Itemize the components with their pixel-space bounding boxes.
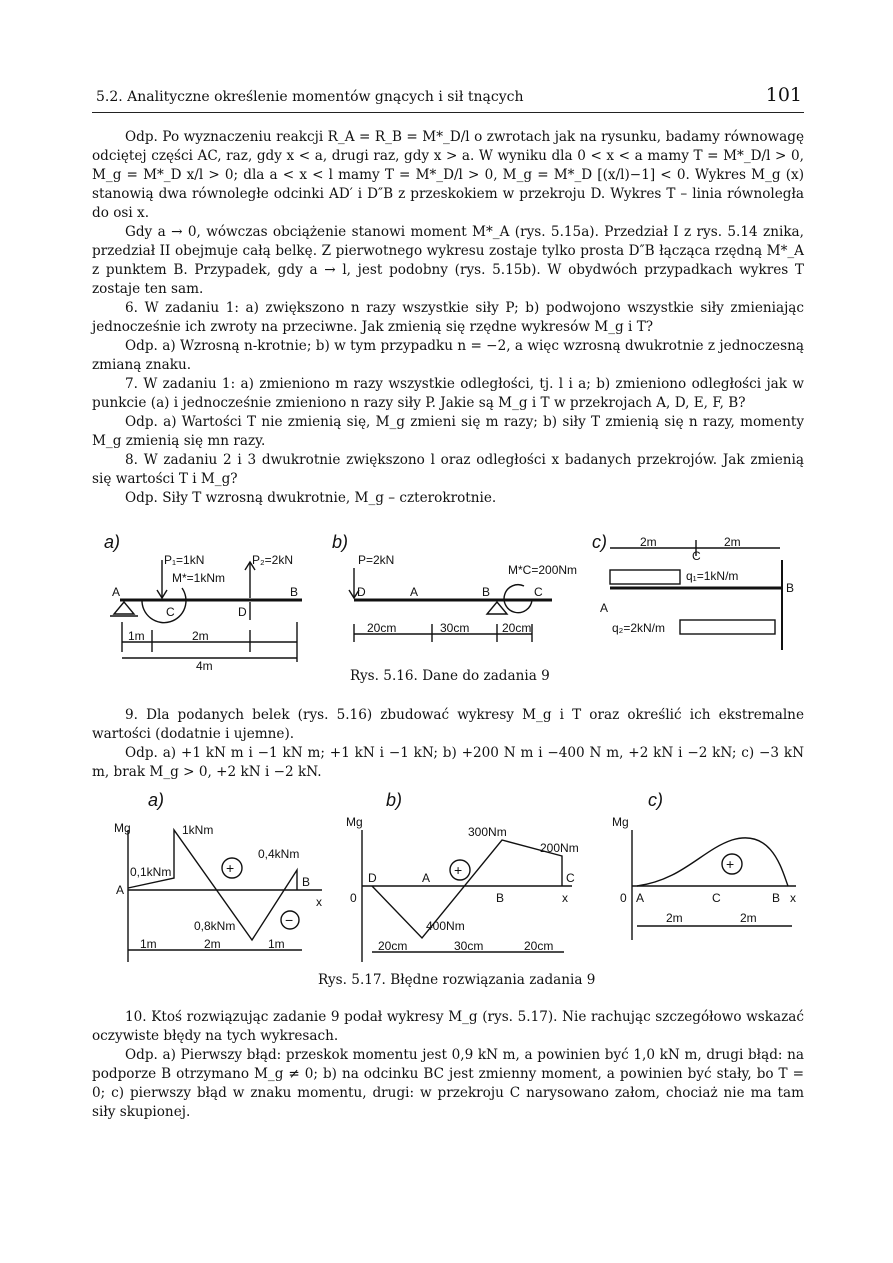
- page-number: 101: [765, 84, 802, 106]
- fig-a-dim3: 4m: [196, 659, 213, 673]
- paragraph: Odp. Siły T wzrosną dwukrotnie, M_g – czterokrotnie.: [125, 490, 497, 506]
- fig17-b-d2: 30cm: [454, 939, 484, 953]
- fig-b-force: P=2kN: [358, 553, 395, 567]
- fig17-a-v4: 0,8kNm: [194, 919, 236, 933]
- paragraph: Odp. a) Wartości T nie zmienią się, M_g zmieni się m razy; b) siły T zmienią się n razy, momenty M_g zmienią się mn razy.: [92, 414, 804, 449]
- paragraph: 6. W zadaniu 1: a) zwiększono n razy wszystkie siły P; b) podwojono wszystkie siły zmieniając jednocześnie ich zwroty na przeciwne. Jak zmienią się rzędne wykresów M_g i T?: [92, 300, 804, 335]
- text-block-3: [92, 1008, 804, 1122]
- fig-a-label-c: C: [166, 605, 175, 619]
- paragraph: Odp. a) Wzrosną n-krotnie; b) w tym przypadku n = −2, a więc wzrosną dwukrotnie z jednoczesną zmianą znaku.: [92, 338, 804, 373]
- fig17-a-label-b: B: [302, 875, 311, 889]
- paragraph: 9. Dla podanych belek (rys. 5.16) zbudować wykresy M_g i T oraz określić ich ekstremalne wartości (dodatnie i ujemne).: [92, 707, 804, 742]
- fig-c-label-b: B: [786, 581, 795, 595]
- fig-c-label-a: A: [600, 601, 609, 615]
- fig17-a-minus: −: [285, 912, 294, 928]
- header-title: 5.2. Analityczne określenie momentów gnących i sił tnących: [96, 89, 524, 105]
- fig17-a-tag: a): [148, 790, 165, 810]
- fig17-c-plus: +: [726, 856, 735, 872]
- caption-5-17: Rys. 5.17. Błędne rozwiązania zadania 9: [318, 972, 596, 988]
- fig-b-tag: b): [332, 532, 349, 552]
- fig-b-label-c: C: [534, 585, 543, 599]
- fig17-a-v2: 0,4kNm: [258, 847, 300, 861]
- fig17-a-v1: 1kNm: [182, 823, 214, 837]
- fig-b-moment: M*C=200Nm: [508, 563, 578, 577]
- fig-a-p1: P₁=1kN: [164, 553, 205, 567]
- paragraph: Gdy a → 0, wówczas obciążenie stanowi moment M*_A (rys. 5.15a). Przedział I z rys. 5.14 znika, przedział II obejmuje całą belkę. Z pierwotnego wykresu zostaje tylko prosta D″B łącząca rzędną M*_A z punktem B. Przypadek, gdy a → l, jest podobny (rys. 5.15b). W obydwóch przypadkach wykres T zostaje ten sam.: [92, 224, 804, 297]
- fig-c-label-c: C: [692, 549, 701, 563]
- fig17-a-v3: 0,1kNm: [130, 865, 172, 879]
- fig-c-dim1: 2m: [640, 535, 657, 549]
- paragraph: 7. W zadaniu 1: a) zmieniono m razy wszystkie odległości, tj. l i a; b) zmieniono odległości jak w punkcie (a) i jednocześnie zmieniono n razy siły P. Jakie są M_g i T w przekrojach A, D, E, F, B?: [92, 376, 804, 411]
- fig-b-label-d: D: [357, 585, 366, 599]
- fig-b-dim1: 20cm: [367, 621, 397, 635]
- fig-a-tag: a): [104, 532, 121, 552]
- figure-5-16: [92, 530, 804, 680]
- paragraph: 8. W zadaniu 2 i 3 dwukrotnie zwiększono l oraz odległości x badanych przekrojów. Jak zmienią się wartości T i M_g?: [92, 452, 804, 487]
- fig-a-label-b: B: [290, 585, 299, 599]
- fig-c-tag: c): [592, 532, 607, 552]
- fig17-a-d2: 2m: [204, 937, 221, 951]
- fig17-c-origin: 0: [620, 891, 627, 905]
- fig-a-label-a: A: [112, 585, 121, 599]
- paragraph: Odp. a) Pierwszy błąd: przeskok momentu jest 0,9 kN m, a powinien być 1,0 kN m, drugi błąd: na podporze B otrzymano M_g ≠ 0; b) na odcinku BC jest zmienny moment, a powinien być stały, bo T = 0; c) pierwszy błąd w znaku momentu, drugi: w przekroju C narysowano załom, chociaż nie ma tam siły skupionej.: [92, 1047, 804, 1120]
- fig17-a-d3: 1m: [268, 937, 285, 951]
- fig-b-dim2: 30cm: [440, 621, 470, 635]
- fig17-c-d1: 2m: [666, 911, 683, 925]
- fig17-b-origin: 0: [350, 891, 357, 905]
- fig-b-label-a: A: [410, 585, 419, 599]
- fig17-b-x: x: [562, 891, 568, 905]
- fig17-a-d1: 1m: [140, 937, 157, 951]
- paragraph: Odp. a) +1 kN m i −1 kN m; +1 kN i −1 kN; b) +200 N m i −400 N m, +2 kN i −2 kN; c) −3 kN m, brak M_g > 0, +2 kN i −2 kN.: [92, 745, 804, 780]
- fig17-a-x: x: [316, 895, 322, 909]
- fig17-a-label-a: A: [116, 883, 125, 897]
- fig17-b-label-c: C: [566, 871, 575, 885]
- fig17-c-x: x: [790, 891, 796, 905]
- fig17-b-tag: b): [386, 790, 403, 810]
- figure-5-17: [92, 790, 804, 970]
- paragraph: Odp. Po wyznaczeniu reakcji R_A = R_B = M*_D/l o zwrotach jak na rysunku, badamy równowagę odciętej części AC, raz, gdy x < a, drugi raz, gdy x > a. W wyniku dla 0 < x < a mamy T = M*_D/l > 0, M_g = M*_D x/l > 0; dla a < x < l mamy T = M*_D/l > 0, M_g = M*_D [(x/l)−1] < 0. Wykres M_g (x) stanowią dwa równoległe odcinki AD′ i D″B z przeskokiem w przekroju D. Wykres T – linia równoległa do osi x.: [92, 129, 804, 221]
- fig17-b-axis: Mg: [346, 815, 363, 829]
- fig17-c-tag: c): [648, 790, 663, 810]
- fig-a-p2: P₂=2kN: [252, 553, 294, 567]
- text-block-1: [92, 128, 804, 508]
- fig17-a-plus: +: [226, 860, 235, 876]
- fig17-b-label-d: D: [368, 871, 377, 885]
- fig-a-dim2: 2m: [192, 629, 209, 643]
- paragraph: 10. Ktoś rozwiązując zadanie 9 podał wykresy M_g (rys. 5.17). Nie rachując szczegółowo wskazać oczywiste błędy na tych wykresach.: [92, 1009, 804, 1044]
- fig17-b-v3: 400Nm: [426, 919, 465, 933]
- fig17-c-axis: Mg: [612, 815, 629, 829]
- fig-c-q1: q₁=1kN/m: [686, 569, 739, 583]
- fig-a-moment: M*=1kNm: [172, 571, 226, 585]
- fig17-b-label-a: A: [422, 871, 431, 885]
- fig17-b-label-b: B: [496, 891, 505, 905]
- fig17-b-v1: 300Nm: [468, 825, 507, 839]
- fig17-c-label-b: B: [772, 891, 781, 905]
- caption-5-16: Rys. 5.16. Dane do zadania 9: [350, 668, 550, 684]
- running-header: [92, 86, 804, 113]
- text-block-2: [92, 706, 804, 782]
- fig17-b-plus: +: [454, 862, 463, 878]
- fig-b-dim3: 20cm: [502, 621, 532, 635]
- fig-b-label-b: B: [482, 585, 491, 599]
- fig17-c-label-c: C: [712, 891, 721, 905]
- fig17-c-label-a: A: [636, 891, 645, 905]
- fig-c-q2: q₂=2kN/m: [612, 621, 666, 635]
- fig17-b-v2: 200Nm: [540, 841, 579, 855]
- fig-a-label-d: D: [238, 605, 247, 619]
- fig17-b-d1: 20cm: [378, 939, 408, 953]
- fig-c-dim2: 2m: [724, 535, 741, 549]
- fig17-c-d2: 2m: [740, 911, 757, 925]
- fig17-b-d3: 20cm: [524, 939, 554, 953]
- fig17-a-axis: Mg: [114, 821, 131, 835]
- fig-a-dim1: 1m: [128, 629, 145, 643]
